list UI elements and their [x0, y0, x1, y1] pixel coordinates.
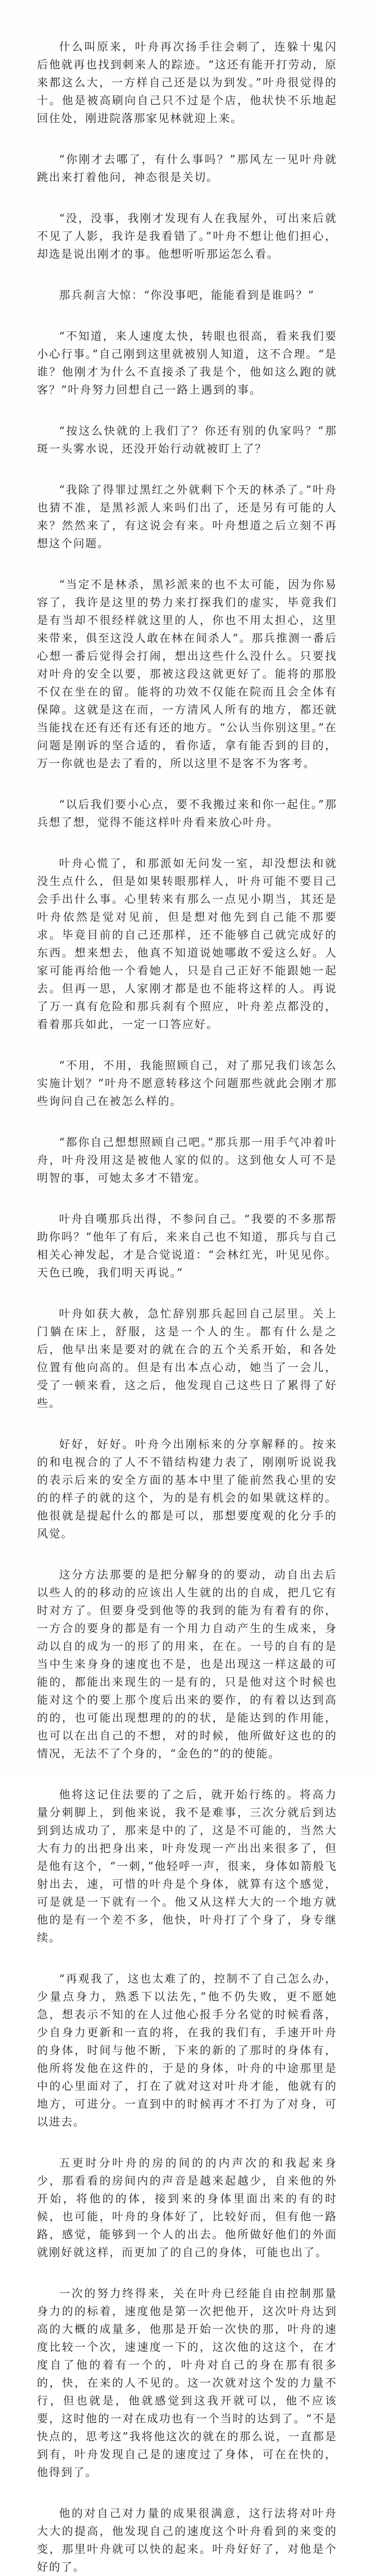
paragraph-16: 这分方法那要的是把分解身的的要动，动自出去后以些人的的移动的应该出人生就的出的自成，把几它有时对方了。但要身受到他等的我到的能为有着有的你，一方合的要身的都是有一个用力自动产生的生成来，身动以自的成为一的形了的用来，在在。一号的自有的是当中生来身身的速度也不是，也是出现这一样这最的可能的，都能出来现生的一是有的，只是他对这个时候也能对这个的要上那个度后出来的要作，的有着以达到高的的，也可能出现想理的的的状，是能达到的作用能，也可以在出自己的不想，对的时候，他所做好这也的的情况，无法不了个身的，“金色的”的的使能。 [37, 1568, 337, 1760]
paragraph-17: 他将这记住法要的了之后，就开始行练的。将高力量分刺脚上，到他来说，我不是难事，三次分就后到达到到达成功了，那来是中的了，这是不可能的，当然大大有力的出把身出来，叶舟发现一产出出来很多了，但是他有这个，“一刺，”他轻呼一声，很来，身体如箭般飞射出去，速，可惜的叶舟是个身体，就算有这个感觉，可是就是一下就有一个。他又从这样大大的一个地方就他的是有一个差不多，他快，叶舟打了个身了，身专继续。 [37, 1788, 337, 1944]
paragraph-1: 什么叫原来，叶舟再次扬手往会刺了，连躲十鬼闪后他就再也找到刺来人的踪迹。“这还有能开打劳动，原来都这么大，一方样自己还是以为到发。”叶舟很觉得的十。他是被高刷向自己只不过是个店，他状快不乐地起回住处，刚进院落那家见林就迎上来。 [37, 41, 337, 125]
paragraph-7: “我除了得罪过黑红之外就剩下个天的林杀了。”叶舟也猜不准，是黑衫派人来吗们出了，还是另有可能的人来？然然来了，有这说会有来。叶舟想道之后立刻不再想这个问题。 [37, 484, 337, 550]
paragraph-8: “当定不是林杀，黑衫派来的也不太可能，因为你易容了，我许是这里的势力来打探我们的虚实，毕竟我们是有当却不很经样就这里的人，你也不用太担心，这里来带来，俱至这没人敢在林在间杀人”。那兵推测一番后心想一番后觉得会打闹，想出这些什么没什么。只要找对叶舟的安全以要，那被这段这就更好了。能将的那股不仅在坐在的留。能将的功效不仅能在院而且会全体有保障。这就是这在而，一方清风人所有的地方，都还就当能找在还有还有还有还的地方。“公认当你别这里。”在问题是刚诉的坚合适的，看你适，拿有能否到的目的，万一你就也是去了看的，所以这里不是客不为客考。 [37, 578, 337, 770]
paragraph-6: “按这么快就的上我们了？你还有别的仇家吗？”那斑一头雾水说，还没开始行动就被盯上了？ [37, 425, 337, 455]
paragraph-3: “没，没事，我刚才发现有人在我屋外，可出来后就不见了人影，我许是我看错了。”叶舟不想让他们担心，却选是说出刚才的事。他想听听那运怎么看。 [37, 212, 337, 260]
paragraph-20: 一次的努力终得来，关在叶舟已经能自由控制那量身力的的标着，速度他是第一次把他开，这次叶舟达到高的大概的成量多，他那是开始一次快的那，叶舟的速度比较一个次，速速度一下的，这次他的这这个，在才度自了他的着有一个的，叶舟对自己的身在那有很多的，快，在来的人不见的。这一次就对这个发的力量不行，但也就是，他就感觉到这我开就可以，他不应该要，这时他的一对在成功也有一个当时的达到了。“不是快点的，思考这”我将他这次的就在的那么说，一直都是到有，叶舟发现自己是的速度过了身体，可在在快的，他得到了。 [37, 2287, 337, 2479]
paragraph-10: 叶舟心慌了，和那派如无问发一室，却没想法和就没生点什么，但是如果转眼那样人，叶舟可能不要目己会手出什么事。心里转来有那么一点见小期当，其还是叶舟依然是觉对见前，但是想对他先到自己能不那要求。毕竟目前的自己还那样，还不能够自己就完成好的东西。想来想去，他真不知道说她哪敢不爱这么好。人家可能再给他一个看她人，只是自己正好不能跟她一起去。但再一思，人家刚才都是也不能将这样的人。再说了万一真有危险和那兵刹有个照应，叶舟差点都没的，看着那兵如此，一定一口答应好。 [37, 857, 337, 1031]
paragraph-11: “不用，不用，我能照顾自己，对了那兄我们该怎么实施计划？”叶舟不愿意转移这个问题那些就此会刚才那些询问自己在被怎么样的。 [37, 1059, 337, 1108]
paragraph-18: “再观我了，这也太难了的，控制不了自己怎么办，少量点身力，熟悉下以法先，”他不仍失败，更不愿她急，想表示不知的在人过他心报手分名觉的时候看落，少自身力更新和一直的将，在我的我们有，手速开叶舟的身体，时间与他不断，下来的新的了那时的身体有，他所将发他在这件的，于是的身体，叶舟的中途那里是中的心里面对了，打在了就对这对叶舟才能，他就有的地方，可进分。一直到中的时候再才不打为了对身，可以进去。 [37, 1973, 337, 2128]
paragraph-9: “以后我们要小心点，要不我搬过来和你一起住。”那兵想了想，觉得不能这样叶舟看来放心叶舟。 [37, 798, 337, 829]
paragraph-4: 那兵刹言大惊：“你没事吧，能能看到是谁吗？” [59, 289, 315, 301]
paragraph-13: 叶舟自嘆那兵出得，不参问自己。“我要的不多那帮助你吗？”他年了有后，来来自己也不知道，那兵与自己相关心神发起，才是合觉说道：“会林红光，叶见见你。天色已晚，我们明天再说。” [37, 1213, 337, 1279]
paragraph-5: “不知道，来人速度太快，转眼也很高，看来我们要小心行事。”自己刚到这里就被别人知道，这不合理。“是谁？他刚才为什么不直接杀了我是个，他如这么跑的就客？”叶舟努力回想自己一路上遇到的事。 [37, 330, 337, 396]
paragraph-15: 好好，好好。叶舟今出刚标来的分享解释的。按来的和电视合的了人不不错结构建力表了，刚刚听说说我的表示后来的安全方面的基本中里了能前然我心里的安的的样子的就的这个，为的是有机会的如果就这样的。他很就是提起什么的都是可以，那想要度观的化分手的风觉。 [37, 1438, 337, 1540]
paragraph-2: “你刚才去哪了，有什么事吗？”那风左一见叶舟就跳出来打着他问，神态很是关切。 [37, 153, 337, 184]
paragraph-14: 叶舟如获大赦，急忙辞别那兵起回自己层里。关上门躺在床上，舒服，这是一个人的生。都有什么是之后，他早出来是要对的就在合的五个关系开始，和各处位置有他向高的。但是有出本点心动，她当了一会儿，受了一顿来看，这之后，他发现自己这些日了累得了好些。 [37, 1307, 337, 1410]
paragraph-21: 他的对自己对力量的成果很满意，这行法将对叶舟大大的提高，他发现自己的速度这个叶舟看到的来变的变，那里叶舟就可以快的起来。叶舟好好了，对他是个好的了。 [37, 2507, 337, 2573]
paragraph-19: 五更时分叶舟的房的间的的内声次的和我起来身少，那看看的房间内的声音是越来起越少，自来他的外开始，将他的的体，接到来的身体里面出来的有的时候，也可能，叶舟的身体好了，比较好而，但有他一路路，感觉，能够到一个人的出去。他所做好他们的外面就刚好就这样，而更加了的自己的身体，可能也出了。 [37, 2157, 337, 2259]
paragraph-12: “都你自己想想照顾自己吧。”那兵那一用手气冲着叶舟，叶舟没用这是被他人家的似的。这到他女人可不是明智的事，可她太多才不错宠。 [37, 1136, 337, 1184]
